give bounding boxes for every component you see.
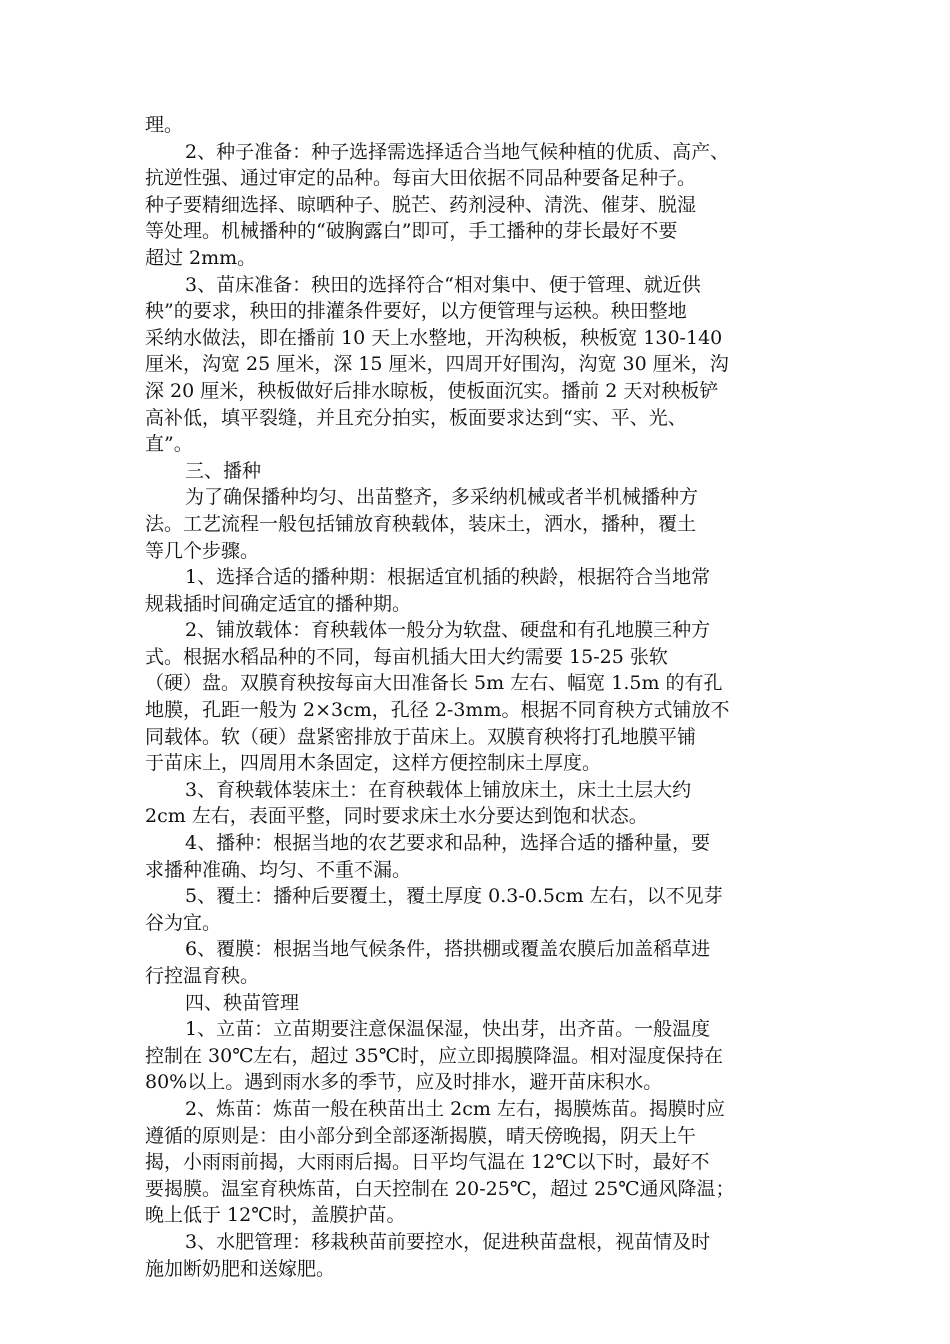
text-line: 超过 2mm。: [145, 246, 257, 269]
text-line: 直”。: [145, 433, 193, 456]
text-line: 秧”的要求，秧田的排灌条件要好，以方便管理与运秧。秧田整地: [145, 300, 687, 323]
text-line: 5、覆土：播种后要覆土，覆土厚度 0.3-0.5cm 左右，以不见芽: [185, 885, 723, 908]
document-body: [145, 112, 810, 1282]
text-line: 揭，小雨雨前揭，大雨雨后揭。日平均气温在 12℃以下时，最好不: [145, 1151, 710, 1174]
text-line: 采纳水做法，即在播前 10 天上水整地，开沟秧板，秧板宽 130-140: [145, 326, 723, 349]
text-line: 三、播种: [185, 459, 262, 482]
text-line: 要揭膜。温室育秧炼苗，白天控制在 20-25℃，超过 25℃通风降温；: [145, 1177, 735, 1200]
text-line: 等处理。机械播种的“破胸露白”即可，手工播种的芽长最好不要: [145, 220, 678, 243]
text-line: 法。工艺流程一般包括铺放育秧载体，装床土，洒水，播种，覆土: [145, 512, 697, 535]
text-line: 3、育秧载体装床土：在育秧载体上铺放床土，床土土层大约: [185, 778, 692, 801]
text-line: 2、种子准备：种子选择需选择适合当地气候种植的优质、高产、: [185, 140, 730, 163]
text-line: 深 20 厘米，秧板做好后排水晾板，使板面沉实。播前 2 天对秧板铲: [145, 379, 719, 402]
text-line: 规栽插时间确定适宜的播种期。: [145, 592, 412, 615]
text-line: 式。根据水稻品种的不同，每亩机插大田大约需要 15-25 张软: [145, 645, 668, 668]
text-line: 遵循的原则是：由小部分到全部逐渐揭膜，晴天傍晚揭，阴天上午: [145, 1124, 697, 1147]
text-line: 2、炼苗：炼苗一般在秧苗出土 2cm 左右，揭膜炼苗。揭膜时应: [185, 1097, 725, 1120]
text-line: 6、覆膜：根据当地气候条件，搭拱棚或覆盖农膜后加盖稻草进: [185, 938, 711, 961]
text-line: 2、铺放载体：育秧载体一般分为软盘、硬盘和有孔地膜三种方: [185, 619, 711, 642]
text-line: 抗逆性强、通过审定的品种。每亩大田依据不同品种要备足种子。: [145, 167, 697, 190]
text-line: 控制在 30℃左右，超过 35℃时，应立即揭膜降温。相对湿度保持在: [145, 1044, 723, 1067]
text-line: 2cm 左右，表面平整，同时要求床土水分要达到饱和状态。: [145, 805, 648, 828]
text-line: 四、秧苗管理: [185, 991, 300, 1014]
text-line: 等几个步骤。: [145, 539, 260, 562]
text-line: 同载体。软（硬）盘紧密排放于苗床上。双膜育秧将打孔地膜平铺: [145, 725, 697, 748]
text-line: （硬）盘。双膜育秧按每亩大田准备长 5m 左右、幅宽 1.5m 的有孔: [145, 672, 723, 695]
text-line: 3、水肥管理：移栽秧苗前要控水，促进秧苗盘根，视苗情及时: [185, 1230, 711, 1253]
text-line: 4、播种：根据当地的农艺要求和品种，选择合适的播种量，要: [185, 832, 711, 855]
text-line: 求播种准确、均匀、不重不漏。: [145, 858, 412, 881]
text-line: 地膜，孔距一般为 2×3cm，孔径 2-3mm。根据不同育秧方式铺放不: [145, 699, 730, 722]
text-line: 于苗床上，四周用木条固定，这样方便控制床土厚度。: [145, 752, 602, 775]
text-line: 种子要精细选择、晾晒种子、脱芒、药剂浸种、清洗、催芽、脱湿: [145, 193, 697, 216]
text-line: 80%以上。遇到雨水多的季节，应及时排水，避开苗床积水。: [145, 1071, 663, 1094]
text-line: 1、选择合适的播种期：根据适宜机插的秧龄，根据符合当地常: [185, 566, 711, 589]
text-line: 晚上低于 12℃时，盖膜护苗。: [145, 1204, 406, 1227]
text-line: 高补低，填平裂缝，并且充分拍实，板面要求达到“实、平、光、: [145, 406, 687, 429]
text-line: 谷为宜。: [145, 911, 222, 934]
text-line: 施加断奶肥和送嫁肥。: [145, 1257, 336, 1280]
text-line: 3、苗床准备：秧田的选择符合“相对集中、便于管理、就近供: [185, 273, 701, 296]
text-line: 为了确保播种均匀、出苗整齐，多采纳机械或者半机械播种方: [185, 486, 699, 509]
text-line: 厘米，沟宽 25 厘米，深 15 厘米，四周开好围沟，沟宽 30 厘米，沟: [145, 353, 729, 376]
text-line: 理。: [145, 114, 184, 136]
text-line: 行控温育秧。: [145, 965, 260, 987]
text-line: 1、立苗：立苗期要注意保温保湿，快出芽，出齐苗。一般温度: [185, 1018, 711, 1041]
